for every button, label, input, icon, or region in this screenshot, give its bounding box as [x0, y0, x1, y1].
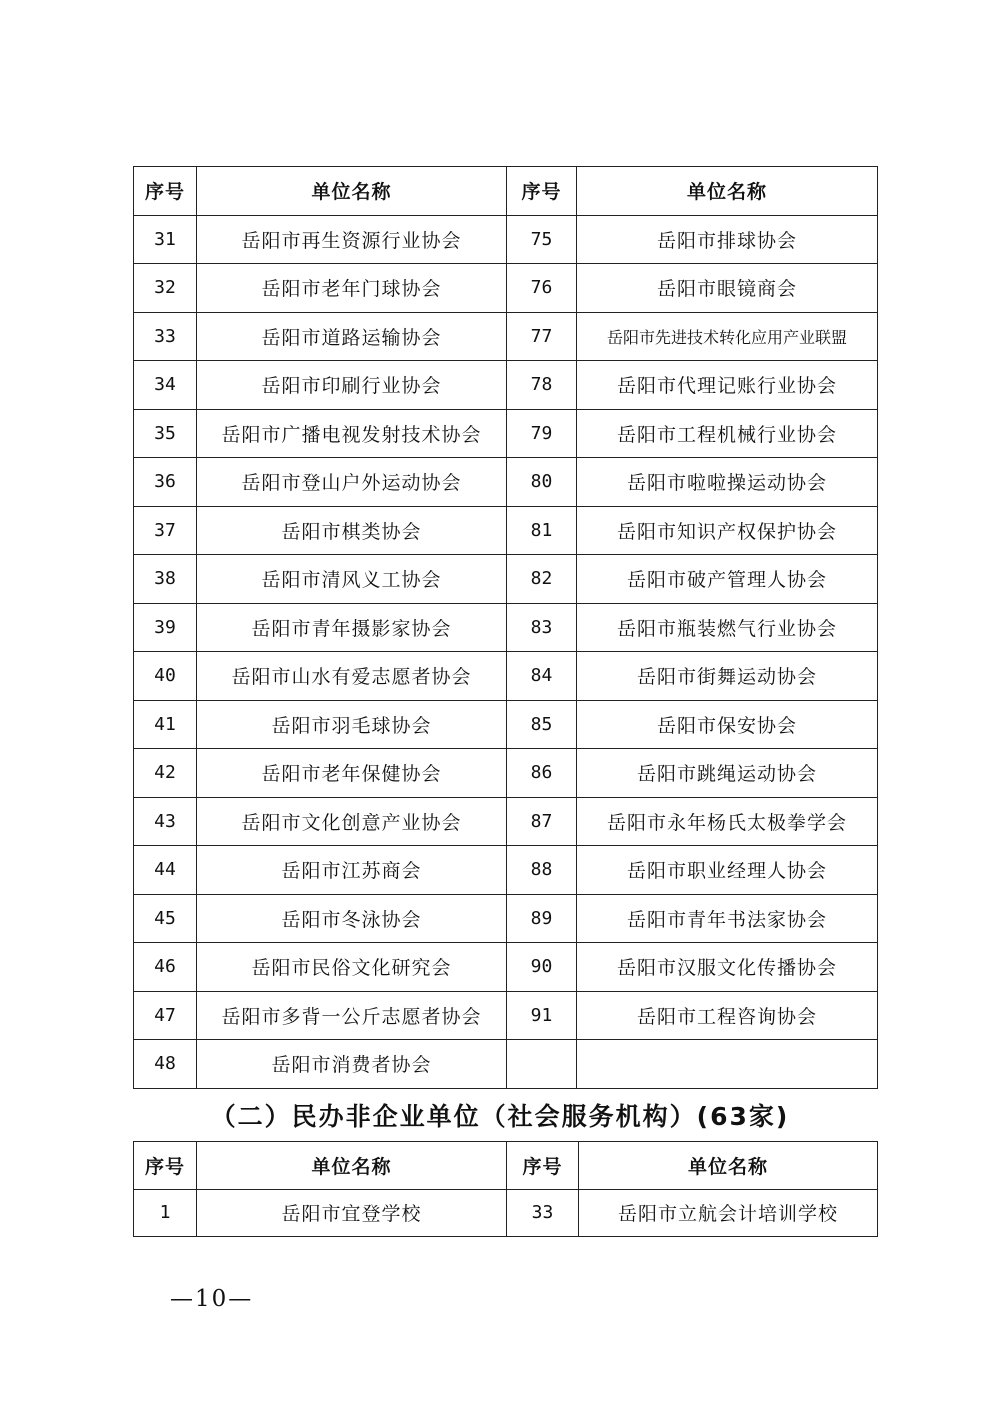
row-index: 41 [134, 700, 197, 749]
table-header-row [134, 1142, 878, 1190]
org-name: 岳阳市眼镜商会 [577, 264, 878, 313]
table-row [134, 846, 878, 895]
table-row [134, 361, 878, 410]
org-name: 岳阳市立航会计培训学校 [579, 1189, 878, 1237]
org-name: 岳阳市多背一公斤志愿者协会 [197, 991, 507, 1040]
table-row [134, 991, 878, 1040]
org-name: 岳阳市老年门球协会 [197, 264, 507, 313]
header-index: 序号 [507, 167, 577, 216]
row-index: 44 [134, 846, 197, 895]
org-name: 岳阳市瓶装燃气行业协会 [577, 603, 878, 652]
row-index: 87 [507, 797, 577, 846]
table-row [134, 1040, 878, 1089]
header-name: 单位名称 [197, 167, 507, 216]
row-index: 91 [507, 991, 577, 1040]
org-name: 岳阳市啦啦操运动协会 [577, 458, 878, 507]
org-name: 岳阳市破产管理人协会 [577, 555, 878, 604]
row-index: 45 [134, 894, 197, 943]
row-index: 40 [134, 652, 197, 701]
org-name: 岳阳市街舞运动协会 [577, 652, 878, 701]
row-index: 89 [507, 894, 577, 943]
page-number: —10— [170, 1286, 254, 1312]
header-index: 序号 [134, 167, 197, 216]
row-index: 46 [134, 943, 197, 992]
org-name: 岳阳市冬泳协会 [197, 894, 507, 943]
header-name: 单位名称 [577, 167, 878, 216]
row-index: 31 [134, 215, 197, 264]
org-name: 岳阳市羽毛球协会 [197, 700, 507, 749]
table-row [134, 749, 878, 798]
table-row [134, 312, 878, 361]
table-row [134, 700, 878, 749]
row-index: 84 [507, 652, 577, 701]
row-index: 78 [507, 361, 577, 410]
row-index: 34 [134, 361, 197, 410]
header-index: 序号 [507, 1142, 579, 1190]
org-name [577, 1040, 878, 1089]
row-index: 36 [134, 458, 197, 507]
org-name: 岳阳市清风义工协会 [197, 555, 507, 604]
row-index: 35 [134, 409, 197, 458]
table-row [134, 603, 878, 652]
table-row [134, 1189, 878, 1237]
table-row [134, 894, 878, 943]
row-index [507, 1040, 577, 1089]
table-row [134, 264, 878, 313]
org-name: 岳阳市宜登学校 [197, 1189, 507, 1237]
org-name: 岳阳市民俗文化研究会 [197, 943, 507, 992]
org-name: 岳阳市保安协会 [577, 700, 878, 749]
table-row [134, 797, 878, 846]
row-index: 80 [507, 458, 577, 507]
row-index: 43 [134, 797, 197, 846]
org-name: 岳阳市排球协会 [577, 215, 878, 264]
table-row [134, 409, 878, 458]
row-index: 81 [507, 506, 577, 555]
table-row [134, 458, 878, 507]
table-row [134, 215, 878, 264]
row-index: 79 [507, 409, 577, 458]
org-name: 岳阳市文化创意产业协会 [197, 797, 507, 846]
row-index: 32 [134, 264, 197, 313]
row-index: 48 [134, 1040, 197, 1089]
org-name: 岳阳市工程机械行业协会 [577, 409, 878, 458]
row-index: 42 [134, 749, 197, 798]
header-name: 单位名称 [579, 1142, 878, 1190]
org-name: 岳阳市棋类协会 [197, 506, 507, 555]
org-name: 岳阳市永年杨氏太极拳学会 [577, 797, 878, 846]
table-row [134, 555, 878, 604]
org-name: 岳阳市职业经理人协会 [577, 846, 878, 895]
row-index: 38 [134, 555, 197, 604]
org-list-table-2 [133, 1141, 878, 1237]
org-name: 岳阳市青年书法家协会 [577, 894, 878, 943]
org-name: 岳阳市登山户外运动协会 [197, 458, 507, 507]
row-index: 86 [507, 749, 577, 798]
section-heading: （二）民办非企业单位（社会服务机构）(63家) [210, 1102, 790, 1131]
org-name: 岳阳市老年保健协会 [197, 749, 507, 798]
row-index: 85 [507, 700, 577, 749]
org-name: 岳阳市道路运输协会 [197, 312, 507, 361]
table-row [134, 943, 878, 992]
row-index: 47 [134, 991, 197, 1040]
org-name: 岳阳市消费者协会 [197, 1040, 507, 1089]
row-index: 76 [507, 264, 577, 313]
row-index: 77 [507, 312, 577, 361]
org-name: 岳阳市印刷行业协会 [197, 361, 507, 410]
table-header-row [134, 167, 878, 216]
org-list-table [133, 166, 878, 1089]
table-row [134, 652, 878, 701]
org-name: 岳阳市广播电视发射技术协会 [197, 409, 507, 458]
org-name: 岳阳市汉服文化传播协会 [577, 943, 878, 992]
row-index: 39 [134, 603, 197, 652]
org-name: 岳阳市知识产权保护协会 [577, 506, 878, 555]
row-index: 75 [507, 215, 577, 264]
header-name: 单位名称 [197, 1142, 507, 1190]
row-index: 33 [507, 1189, 579, 1237]
org-name: 岳阳市工程咨询协会 [577, 991, 878, 1040]
org-name: 岳阳市山水有爱志愿者协会 [197, 652, 507, 701]
org-name: 岳阳市先进技术转化应用产业联盟 [577, 312, 878, 361]
row-index: 88 [507, 846, 577, 895]
row-index: 33 [134, 312, 197, 361]
row-index: 1 [134, 1189, 197, 1237]
row-index: 83 [507, 603, 577, 652]
table-row [134, 506, 878, 555]
row-index: 90 [507, 943, 577, 992]
org-name: 岳阳市代理记账行业协会 [577, 361, 878, 410]
row-index: 82 [507, 555, 577, 604]
org-name: 岳阳市跳绳运动协会 [577, 749, 878, 798]
header-index: 序号 [134, 1142, 197, 1190]
org-name: 岳阳市再生资源行业协会 [197, 215, 507, 264]
org-name: 岳阳市江苏商会 [197, 846, 507, 895]
row-index: 37 [134, 506, 197, 555]
org-name: 岳阳市青年摄影家协会 [197, 603, 507, 652]
